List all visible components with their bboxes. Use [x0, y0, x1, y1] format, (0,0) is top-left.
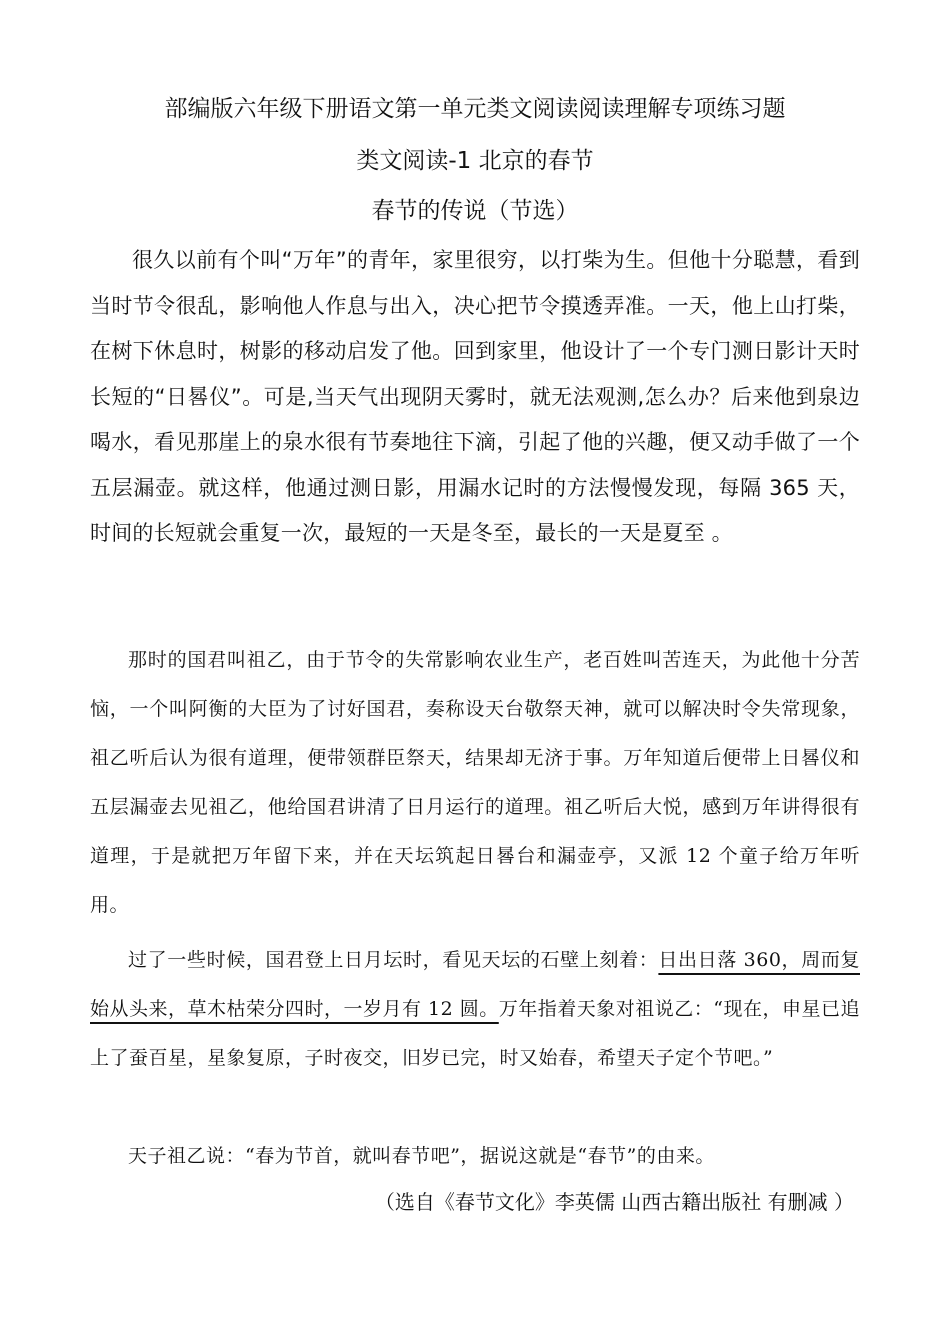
paragraph-3	[90, 936, 860, 1083]
document-title: 部编版六年级下册语文第一单元类文阅读阅读理解专项练习题	[164, 96, 786, 122]
paragraph-2: 那时的国君叫祖乙，由于节令的失常影响农业生产，老百姓叫苦连天，为此他十分苦恼，一个叫阿衡的大臣为了讨好国君，奏称设天台敬祭天神，就可以解决时令失常现象，祖乙听后认为很有道理，便带领群臣祭天，结果却无济于事。万年知道后便带上日晷仪和五层漏壶去见祖乙，他给国君讲清了日月运行的道理。祖乙听后大悦，感到万年讲得很有道理，于是就把万年留下来，并在天坛筑起日晷台和漏壶亭，又派 12 个童子给万年听用。	[90, 649, 860, 916]
paragraph-3-rest: 万年指着天象对祖说乙：“现在，申星已追上了蚕百星，星象复原，子时夜交，旧岁已完，时又始春，希望天子定个节吧。”	[90, 998, 860, 1069]
stone-wall-inscription: 日出日落 360，周而复始从头来，草木枯荣分四时，一岁月有 12 圆。	[90, 949, 860, 1020]
article-title: 春节的传说（节选）	[371, 198, 579, 224]
source-citation: （选自《春节文化》李英儒 山西古籍出版社 有删减 ）	[374, 1190, 854, 1214]
paragraph-1: 很久以前有个叫“万年”的青年，家里很穷，以打柴为生。但他十分聪慧，看到当时节令很乱，影响他人作息与出入，决心把节令摸透弄准。一天，他上山打柴，在树下休息时，树影的移动启发了他。回到家里，他设计了一个专门测日影计天时长短的“日晷仪”。可是,当天气出现阴天雾时，就无法观测,怎么办？后来他到泉边喝水，看见那崖上的泉水很有节奏地往下滴，引起了他的兴趣，便又动手做了一个五层漏壶。就这样，他通过测日影，用漏水记时的方法慢慢发现，每隔 365 天，时间的长短就会重复一次，最短的一天是冬至，最长的一天是夏至 。	[90, 248, 860, 545]
paragraph-3-intro: 过了一些时候，国君登上日月坛时，看见天坛的石壁上刻着：	[128, 949, 659, 971]
paragraph-4: 天子祖乙说：“春为节首，就叫春节吧”，据说这就是“春节”的由来。	[128, 1145, 715, 1167]
document-subtitle: 类文阅读-1 北京的春节	[356, 148, 594, 174]
